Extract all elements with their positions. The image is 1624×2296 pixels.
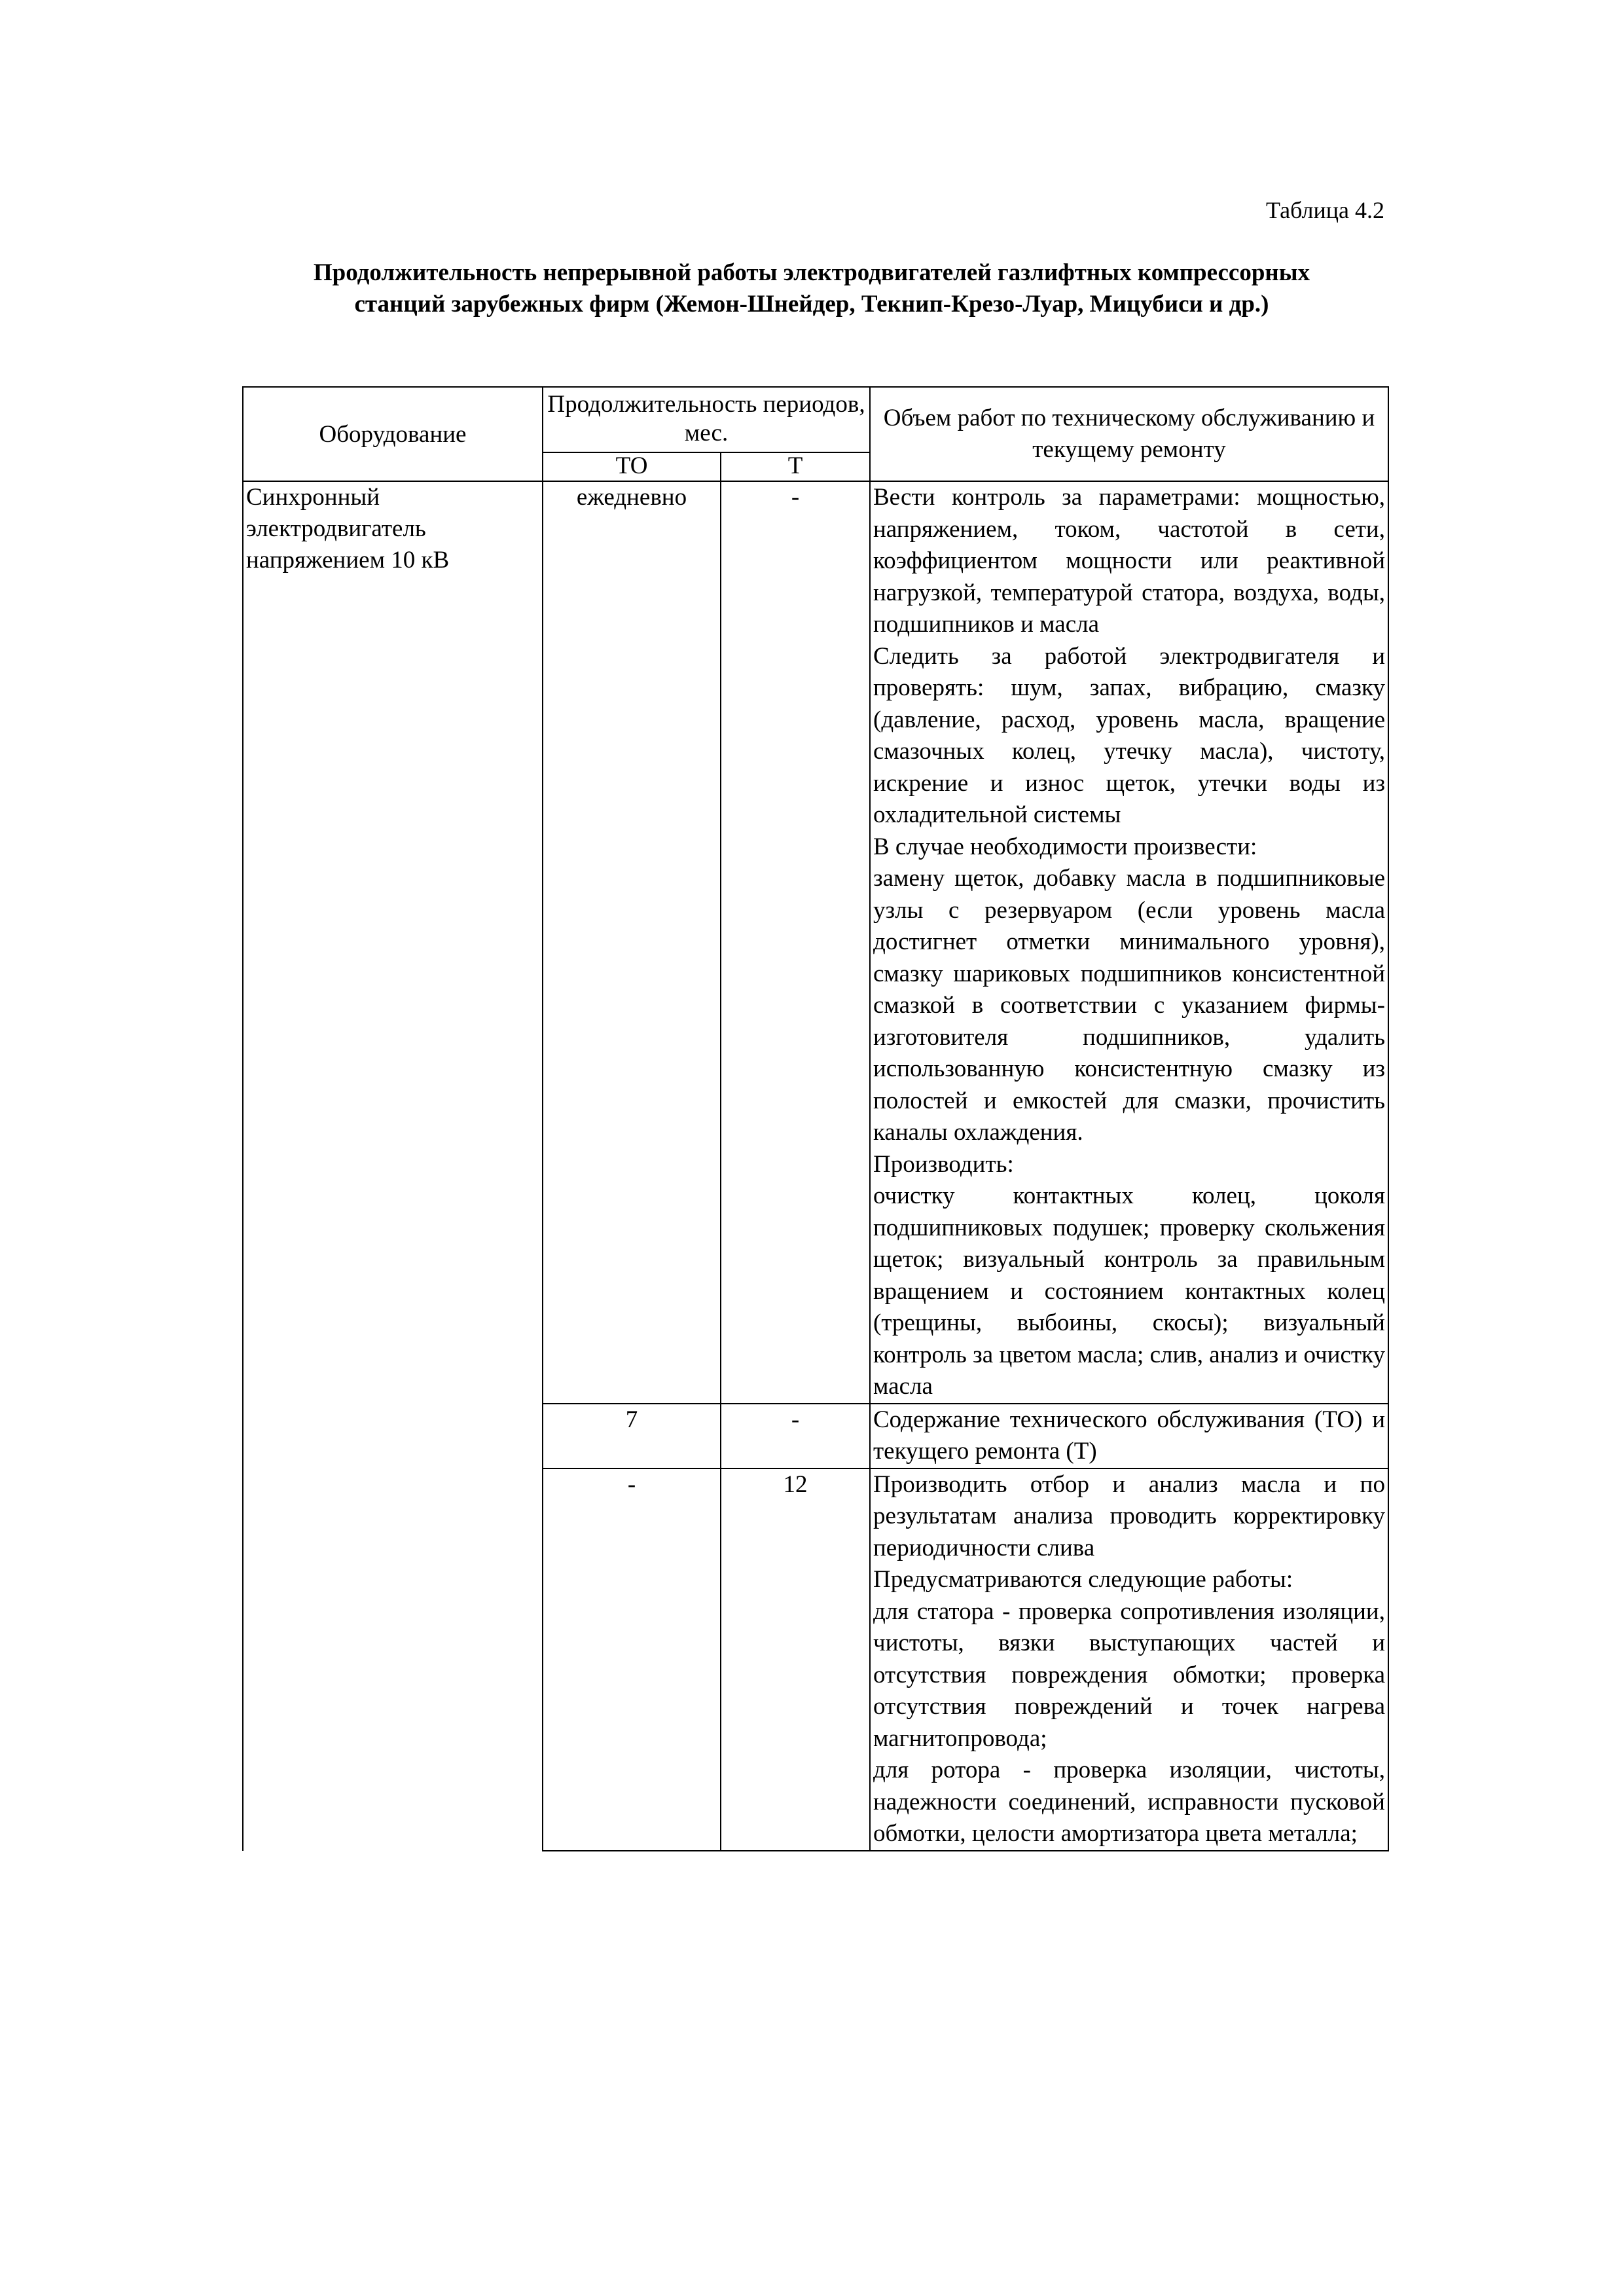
to-cell: 7 bbox=[543, 1404, 721, 1468]
header-to: ТО bbox=[543, 452, 721, 481]
scope-paragraph: очистку контактных колец, цоколя подшипниковых подушек; проверку скольжения щеток; визуальный контроль за правильным вращением и состоянием контактных колец (трещины, выбоины, скосы); визуальный контроль за цветом масла; слив, анализ и очистку масла bbox=[873, 1182, 1385, 1400]
title-line-2: станций зарубежных фирм (Жемон-Шнейдер, Текнип-Крезо-Луар, Мицубиси и др.) bbox=[354, 291, 1269, 318]
table-number: Таблица 4.2 bbox=[1266, 197, 1384, 223]
header-duration: Продолжительность периодов, мес. bbox=[543, 387, 870, 452]
scope-cell bbox=[870, 481, 1388, 1404]
scope-paragraph: для ротора - проверка изоляции, чистоты, надежности соединений, исправности пусковой обмотки, целости амортизатора цвета металла; bbox=[873, 1757, 1385, 1847]
scope-paragraph: Производить: bbox=[873, 1150, 1014, 1178]
to-cell: ежедневно bbox=[543, 481, 721, 1404]
scope-paragraph: Предусматриваются следующие работы: bbox=[873, 1566, 1293, 1593]
table-title bbox=[196, 257, 1427, 320]
scope-paragraph: Вести контроль за параметрами: мощностью, напряжением, током, частотой в сети, коэффициентом мощности или реактивной нагрузкой, температурой статора, воздуха, воды, подшипников и масла bbox=[873, 484, 1385, 638]
equipment-cell: Синхронный электродвигатель напряжением 10 кВ bbox=[243, 481, 543, 1851]
table-row bbox=[243, 481, 1388, 1404]
scope-paragraph: В случае необходимости произвести: bbox=[873, 833, 1257, 860]
header-equipment: Оборудование bbox=[243, 387, 543, 481]
scope-cell bbox=[870, 1468, 1388, 1851]
t-cell: - bbox=[721, 481, 870, 1404]
scope-paragraph: для статора - проверка сопротивления изоляции, чистоты, вязки выступающих частей и отсутствия повреждения обмотки; проверка отсутствия повреждений и точек нагрева магнитопровода; bbox=[873, 1597, 1385, 1752]
scope-paragraph: Производить отбор и анализ масла и по результатам анализа проводить корректировку периодичности слива bbox=[873, 1470, 1385, 1561]
t-cell: 12 bbox=[721, 1468, 870, 1851]
maintenance-table bbox=[242, 386, 1389, 1851]
header-t: Т bbox=[721, 452, 870, 481]
header-row bbox=[243, 387, 1388, 452]
scope-paragraph: замену щеток, добавку масла в подшипниковые узлы с резервуаром (если уровень масла достигнет отметки минимального уровня), смазку шариковых подшипников консистентной смазкой в соответствии с указанием фирмы-изготовителя подшипников, удалить использованную консистентную смазку из полостей и емкостей для смазки, прочистить каналы охлаждения. bbox=[873, 865, 1385, 1146]
scope-cell bbox=[870, 1404, 1388, 1468]
header-scope: Объем работ по техническому обслуживанию и текущему ремонту bbox=[870, 387, 1388, 481]
scope-paragraph: Содержание технического обслуживания (ТО) и текущего ремонта (Т) bbox=[873, 1406, 1385, 1465]
title-line-1: Продолжительность непрерывной работы электродвигателей газлифтных компрессорных bbox=[313, 259, 1310, 286]
to-cell: - bbox=[543, 1468, 721, 1851]
t-cell: - bbox=[721, 1404, 870, 1468]
scope-paragraph: Следить за работой электродвигателя и проверять: шум, запах, вибрацию, смазку (давление, расход, уровень масла, вращение смазочных колец, утечку масла), чистоту, искрение и износ щеток, утечки воды из охладительной системы bbox=[873, 642, 1385, 828]
